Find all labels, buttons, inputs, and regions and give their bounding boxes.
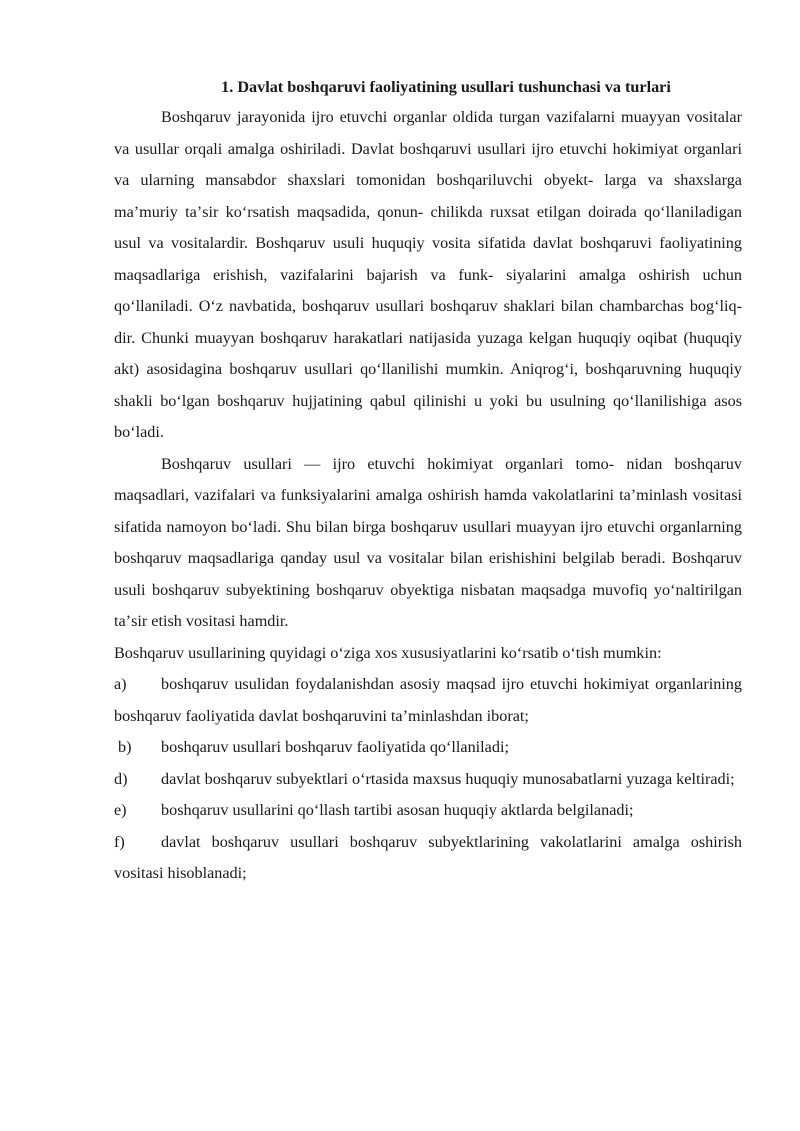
section-heading: 1. Davlat boshqaruvi faoliyatining usullari tushunchasi va turlari [221,78,671,96]
list-item-text: boshqaruv usulidan foydalanishdan asosiy maqsad ijro etuvchi hokimiyat organlarining boshqaruv faoliyatida davlat boshqaruvini taʼminlashdan iborat; [114,675,742,725]
list-marker: f) [114,832,125,851]
list-item-text: boshqaruv usullarini qoʻllash tartibi asosan huquqiy aktlarda belgilanadi; [161,801,634,819]
list-marker: e) [114,801,127,819]
document-page [114,73,742,890]
list-marker: d) [114,769,128,788]
list-intro: Boshqaruv usullarining quyidagi oʻziga xos xususiyatlarini koʻrsatib oʻtish mumkin: [114,643,662,662]
paragraph-1: Boshqaruv jarayonida ijro etuvchi organlar oldida turgan vazifalarni muayyan vositalar va usullar orqali amalga oshiriladi. Davlat boshqaruvi usullari ijro etuvchi hokimiyat organlari va ularning mansabdor shaxslari tomonidan boshqariluvchi obyekt- larga va shaxslarga maʼmuriy taʼsir koʻrsatish maqsadida, qonun- chilikda ruxsat etilgan doirada qoʻllaniladigan usul va vositalardir. Boshqaruv usuli huquqiy vosita sifatida davlat boshqaruvi faoliyatining maqsadlariga erishish, vazifalarini bajarish va funk- siyalarini amalga oshirish uchun qoʻllaniladi. Oʻz navbatida, boshqaruv usullari boshqaruv shaklari bilan chambarchas bogʻliq- dir. Chunki muayyan boshqaruv harakatlari natijasida yuzaga kelgan huquqiy oqibat (huquqiy akt) asosidagina boshqaruv usullari qoʻllanilishi mumkin. Aniqrogʻi, boshqaruvning huquqiy shakli boʻlgan boshqaruv hujjatining qabul qilinishi u yoki bu usulning qoʻllanilishiga asos boʻladi. [114,108,742,441]
list-marker: a) [114,675,127,693]
list-item-text: davlat boshqaruv subyektlari oʻrtasida maxsus huquqiy munosabatlarni yuzaga keltiradi; [161,769,735,788]
list-item-b [114,732,742,764]
list-item-text: boshqaruv usullari boshqaruv faoliyatida qoʻllaniladi; [161,738,509,756]
list-item-f [114,827,742,890]
list-item-a [114,669,742,732]
paragraph-2: Boshqaruv usullari — ijro etuvchi hokimiyat organlari tomo- nidan boshqaruv maqsadlari, vazifalari va funksiyalarini amalga oshirish hamda vakolatlarini taʼminlash vositasi sifatida namoyon boʻladi. Shu bilan birga boshqaruv usullari muayyan ijro etuvchi organlarning boshqaruv maqsadlariga qanday usul va vositalar bilan erishishini belgilab beradi. Boshqaruv usuli boshqaruv subyektining boshqaruv obyektiga nisbatan maqsadga muvofiq yoʻnaltirilgan taʼsir etish vositasi hamdir. [114,454,742,630]
list-item-e [114,795,742,827]
list-item-text: davlat boshqaruv usullari boshqaruv subyektlarining vakolatlarini amalga oshirish vositasi hisoblanadi; [114,832,742,882]
list-marker: b) [114,738,132,756]
list-item-d [114,764,742,796]
